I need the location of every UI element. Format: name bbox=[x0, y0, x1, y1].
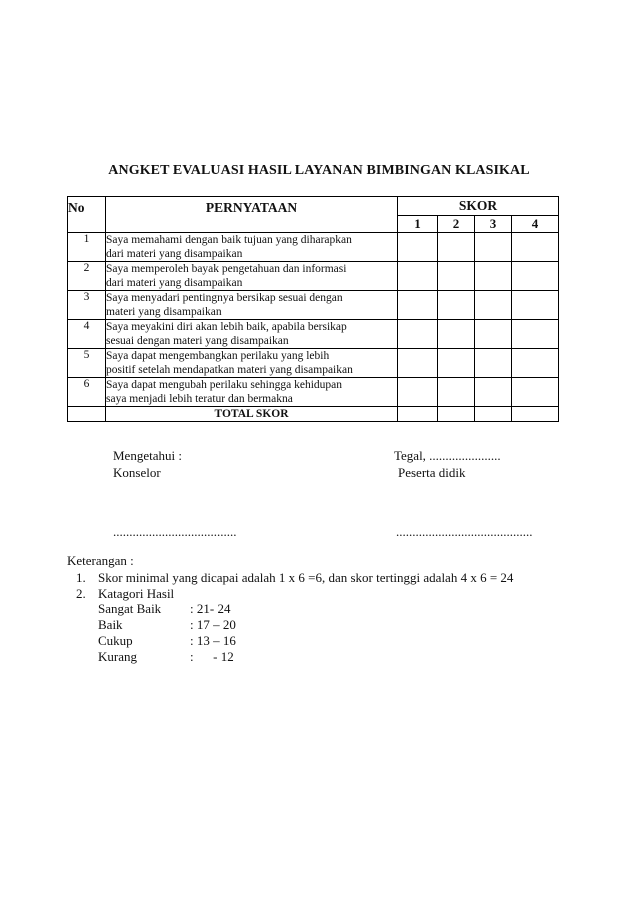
note-number: 1. bbox=[76, 570, 86, 585]
score-cell[interactable] bbox=[398, 349, 438, 378]
category-name: Sangat Baik bbox=[98, 601, 162, 616]
statement-line: Saya meyakini diri akan lebih baik, apabila bersikap bbox=[106, 321, 347, 333]
row-number: 1 bbox=[68, 233, 106, 262]
score-cell[interactable] bbox=[475, 378, 512, 407]
category-name: Kurang bbox=[98, 649, 137, 664]
category-range: : 21- 24 bbox=[190, 601, 231, 616]
total-score-label: TOTAL SKOR bbox=[106, 407, 398, 422]
score-cell[interactable] bbox=[475, 320, 512, 349]
total-score-cell[interactable] bbox=[475, 407, 512, 422]
row-statement bbox=[106, 291, 398, 320]
statement-line: Saya dapat mengubah perilaku sehingga kehidupan bbox=[106, 379, 342, 391]
score-cell[interactable] bbox=[398, 291, 438, 320]
score-cell[interactable] bbox=[475, 233, 512, 262]
score-cell[interactable] bbox=[512, 262, 559, 291]
score-cell[interactable] bbox=[512, 320, 559, 349]
score-cell[interactable] bbox=[398, 320, 438, 349]
statement-line: dari materi yang disampaikan bbox=[106, 277, 243, 289]
score-cell[interactable] bbox=[438, 349, 475, 378]
score-cell[interactable] bbox=[398, 233, 438, 262]
score-cell[interactable] bbox=[512, 291, 559, 320]
table-row bbox=[68, 349, 559, 378]
score-cell[interactable] bbox=[438, 320, 475, 349]
statement-line: positif setelah mendapatkan materi yang disampaikan bbox=[106, 364, 353, 376]
row-statement bbox=[106, 378, 398, 407]
score-cell[interactable] bbox=[398, 378, 438, 407]
score-column-4: 4 bbox=[512, 216, 559, 233]
student-label: Peserta didik bbox=[398, 465, 466, 480]
table-row bbox=[68, 262, 559, 291]
score-cell[interactable] bbox=[438, 262, 475, 291]
category-name: Baik bbox=[98, 617, 123, 632]
column-header-statement: PERNYATAAN bbox=[106, 197, 398, 233]
statement-line: materi yang disampaikan bbox=[106, 306, 222, 318]
table-row bbox=[68, 291, 559, 320]
row-statement bbox=[106, 349, 398, 378]
acknowledged-label: Mengetahui : bbox=[113, 448, 182, 463]
total-blank-cell bbox=[68, 407, 106, 422]
score-cell[interactable] bbox=[512, 349, 559, 378]
row-statement bbox=[106, 262, 398, 291]
category-name: Cukup bbox=[98, 633, 133, 648]
total-score-cell[interactable] bbox=[438, 407, 475, 422]
statement-line: Saya memahami dengan baik tujuan yang diharapkan bbox=[106, 234, 352, 246]
score-cell[interactable] bbox=[438, 233, 475, 262]
statement-line: dari materi yang disampaikan bbox=[106, 248, 243, 260]
score-cell[interactable] bbox=[475, 291, 512, 320]
score-cell[interactable] bbox=[475, 262, 512, 291]
evaluation-table bbox=[67, 196, 559, 422]
row-number: 5 bbox=[68, 349, 106, 378]
row-number: 3 bbox=[68, 291, 106, 320]
note-number: 2. bbox=[76, 586, 86, 601]
total-score-cell[interactable] bbox=[398, 407, 438, 422]
row-statement bbox=[106, 320, 398, 349]
statement-line: saya menjadi lebih teratur dan bermakna bbox=[106, 393, 293, 405]
row-number: 6 bbox=[68, 378, 106, 407]
score-column-1: 1 bbox=[398, 216, 438, 233]
score-column-3: 3 bbox=[475, 216, 512, 233]
row-number: 4 bbox=[68, 320, 106, 349]
note-category-heading: Katagori Hasil bbox=[98, 586, 175, 601]
score-cell[interactable] bbox=[398, 262, 438, 291]
total-score-cell[interactable] bbox=[512, 407, 559, 422]
category-range: : 17 – 20 bbox=[190, 617, 236, 632]
total-row bbox=[68, 407, 559, 422]
table-row bbox=[68, 378, 559, 407]
category-range: : - 12 bbox=[190, 649, 234, 664]
statement-line: sesuai dengan materi yang disampaikan bbox=[106, 335, 289, 347]
table-header-row bbox=[68, 197, 559, 216]
score-cell[interactable] bbox=[438, 291, 475, 320]
table-row bbox=[68, 233, 559, 262]
score-cell[interactable] bbox=[475, 349, 512, 378]
note-min-max-score: Skor minimal yang dicapai adalah 1 x 6 =6, dan skor tertinggi adalah 4 x 6 = 24 bbox=[98, 570, 514, 585]
score-column-2: 2 bbox=[438, 216, 475, 233]
table-row bbox=[68, 320, 559, 349]
statement-line: Saya memperoleh bayak pengetahuan dan informasi bbox=[106, 263, 347, 275]
score-cell[interactable] bbox=[512, 233, 559, 262]
row-statement bbox=[106, 233, 398, 262]
place-date-label: Tegal, ...................... bbox=[394, 448, 501, 463]
row-number: 2 bbox=[68, 262, 106, 291]
score-cell[interactable] bbox=[512, 378, 559, 407]
score-cell[interactable] bbox=[438, 378, 475, 407]
category-range: : 13 – 16 bbox=[190, 633, 236, 648]
column-header-no: No bbox=[68, 197, 106, 233]
notes-heading: Keterangan : bbox=[67, 553, 134, 568]
counselor-signature-line: ...................................... bbox=[113, 524, 237, 539]
counselor-label: Konselor bbox=[113, 465, 161, 480]
statement-line: Saya menyadari pentingnya bersikap sesuai dengan bbox=[106, 292, 343, 304]
student-signature-line: .......................................... bbox=[396, 524, 533, 539]
column-header-score: SKOR bbox=[398, 197, 559, 216]
document-title: ANGKET EVALUASI HASIL LAYANAN BIMBINGAN KLASIKAL bbox=[108, 163, 530, 178]
statement-line: Saya dapat mengembangkan perilaku yang lebih bbox=[106, 350, 330, 362]
